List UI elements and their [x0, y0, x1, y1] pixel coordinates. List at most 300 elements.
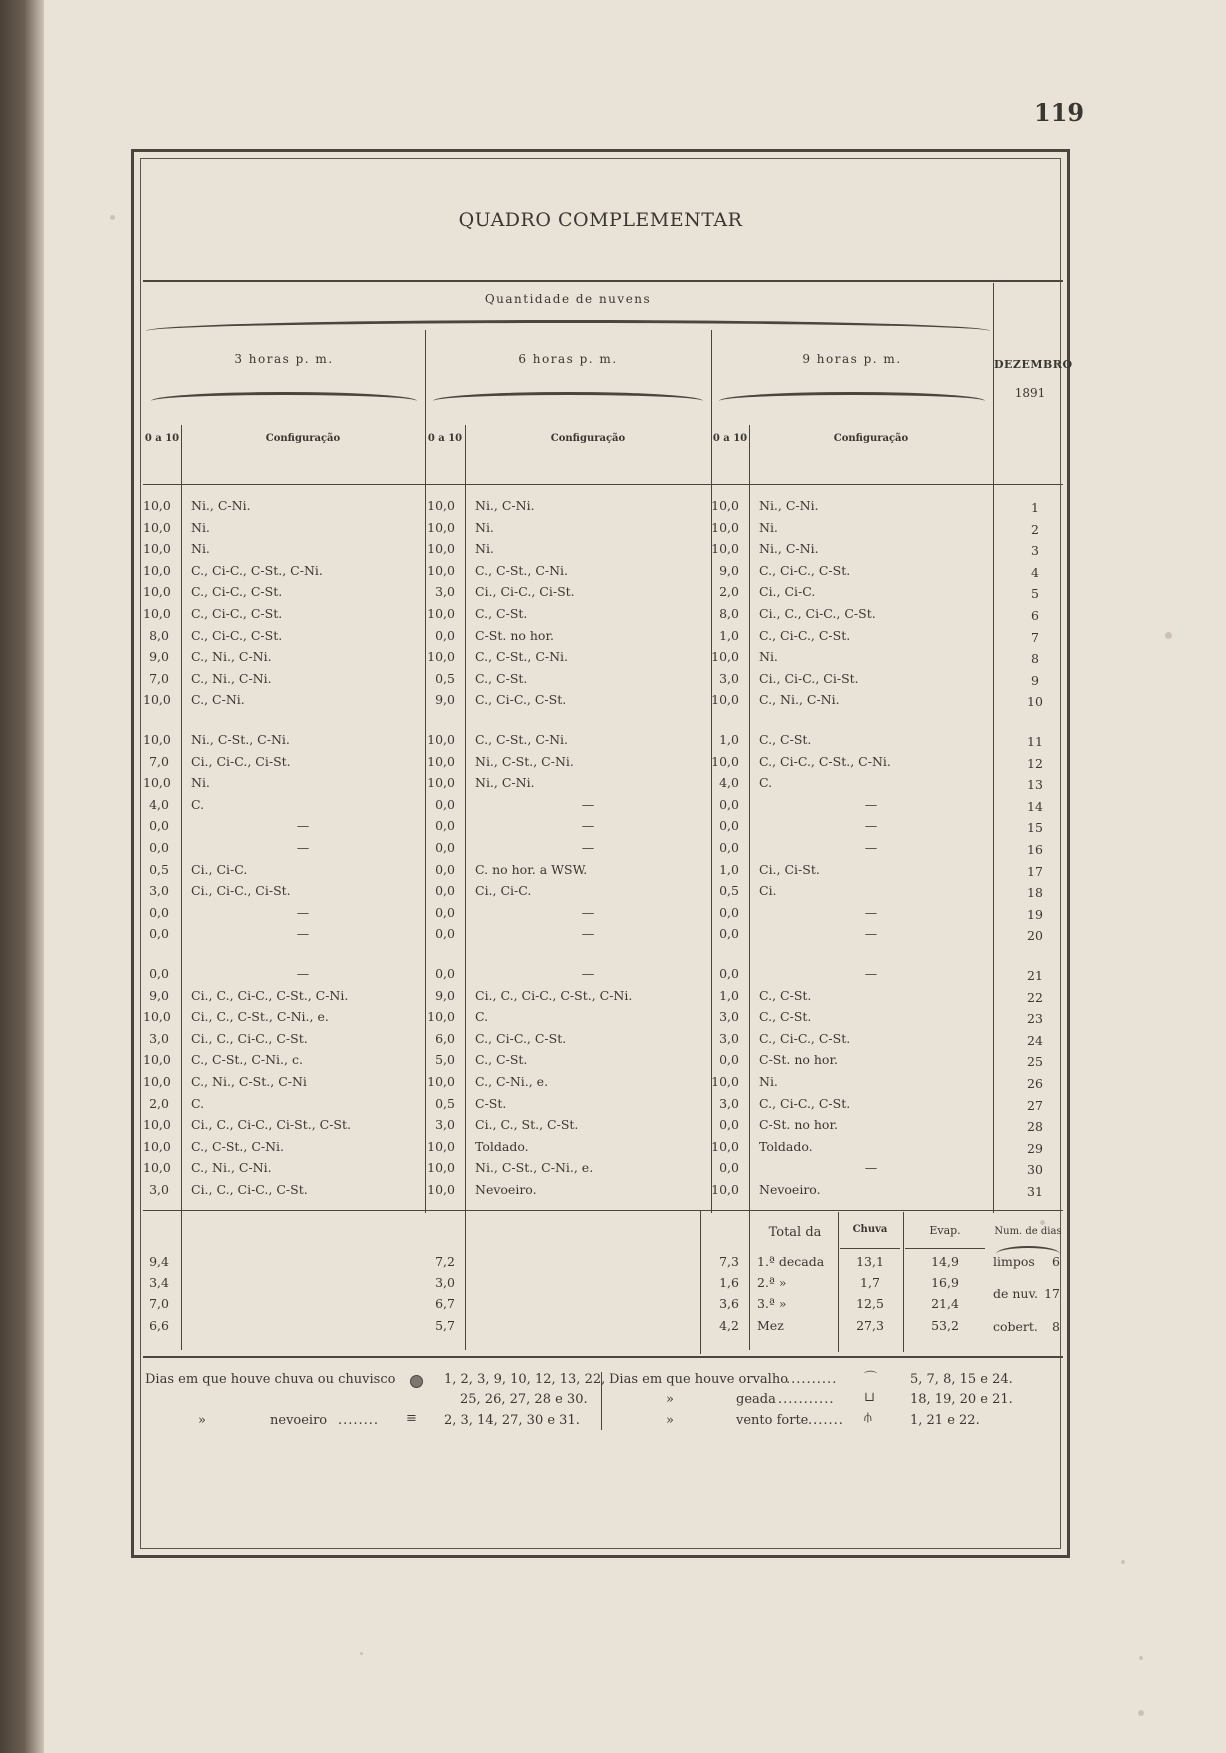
year-header: 1891	[1014, 386, 1046, 400]
cloud-9pm-config: Ci.	[759, 883, 777, 899]
cloud-6pm-config: Ci., Ci-C.	[475, 883, 532, 899]
paper-spot	[1040, 1220, 1045, 1225]
cloud-9pm-config: C., Ci-C., C-St.	[759, 562, 851, 578]
day-number: 15	[1027, 820, 1043, 836]
cloud-3pm-config: C., Ni., C-Ni.	[191, 670, 272, 686]
cloud-6pm-value: 3,0	[435, 584, 455, 600]
cloud-3pm-value: 10,0	[143, 1117, 171, 1133]
cloud-9pm-config: Ni.	[759, 649, 778, 665]
evap-underline	[905, 1248, 985, 1249]
cloud-6pm-value: 0,0	[435, 926, 455, 942]
summary-chuva: 13,1	[856, 1254, 884, 1269]
cloud-9pm-value: 0,0	[719, 796, 739, 812]
frost-leader: ...........	[778, 1392, 835, 1407]
cloud-6pm-value: 10,0	[427, 1160, 455, 1176]
cloud-9pm-value: 10,0	[711, 541, 739, 557]
cloud-9pm-config: Ci., Ci-C., Ci-St.	[759, 670, 859, 686]
day-number: 28	[1027, 1119, 1043, 1135]
cloud-3pm-value: 10,0	[143, 1160, 171, 1176]
cloud-9pm-value: 0,0	[719, 840, 739, 855]
footer-rule	[143, 1356, 1063, 1358]
cloud-3pm-value: 10,0	[143, 498, 171, 513]
cloud-9pm-value: 0,0	[719, 1160, 739, 1176]
cloud-3pm-config: C., Ci-C., C-St.	[191, 627, 283, 643]
summary-3pm: 9,4	[149, 1254, 169, 1269]
day-number: 18	[1027, 885, 1043, 901]
cloud-6pm-config: Toldado.	[475, 1138, 529, 1154]
day-number: 4	[1031, 564, 1039, 580]
day-number: 2	[1031, 521, 1039, 537]
cloud-6pm-config: Ni., C-Ni.	[475, 498, 535, 513]
total-header: Total da	[768, 1225, 822, 1240]
cloud-9pm-config: C.	[759, 775, 773, 791]
cloud-3pm-value: 10,0	[143, 692, 171, 708]
cloud-3pm-value: 10,0	[143, 1074, 171, 1089]
evap-rule	[903, 1212, 904, 1352]
cloud-9pm-value: 3,0	[719, 1030, 739, 1046]
summary-total-rule	[700, 1210, 701, 1354]
cloud-9pm-config: C., C-St.	[759, 987, 812, 1003]
day-number: 12	[1027, 755, 1043, 771]
cloud-6pm-value: 0,0	[435, 627, 455, 643]
cloud-3pm-value: 9,0	[149, 649, 169, 665]
day-number: 22	[1027, 989, 1043, 1005]
cloud-9pm-config: Ci., Ci-C.	[759, 584, 816, 600]
cloud-9pm-config: —	[864, 966, 878, 981]
cloud-3pm-value: 3,0	[149, 883, 169, 899]
cloud-6pm-config: —	[581, 904, 595, 920]
cloud-6pm-value: 0,0	[435, 818, 455, 834]
ditto-mark: »	[666, 1392, 674, 1407]
summary-period-label: 3.ª »	[757, 1296, 787, 1311]
day-number: 11	[1027, 734, 1043, 749]
cloud-3pm-value: 10,0	[143, 519, 171, 535]
cloud-9pm-value: 1,0	[719, 987, 739, 1003]
cloud-6pm-value: 10,0	[427, 541, 455, 557]
cloud-9pm-config: C-St. no hor.	[759, 1117, 839, 1133]
cloud-6pm-value: 0,0	[435, 904, 455, 920]
footer-wind-label: vento forte	[736, 1413, 809, 1428]
cloud-6pm-value: 0,0	[435, 883, 455, 899]
cloud-9pm-config: C., C-St.	[759, 1009, 812, 1025]
day-number: 30	[1027, 1162, 1043, 1178]
cloud-3pm-value: 0,0	[149, 818, 169, 834]
cloud-6pm-config: Ni.	[475, 541, 494, 557]
cloud-9pm-config: C., Ci-C., C-St.	[759, 1095, 851, 1111]
day-number: 25	[1027, 1054, 1043, 1070]
time-header: 9 horas p. m.	[802, 352, 902, 366]
cloud-6pm-value: 10,0	[427, 1182, 455, 1197]
cloud-3pm-value: 7,0	[149, 670, 169, 686]
cloud-9pm-config: C-St. no hor.	[759, 1052, 839, 1068]
cloud-6pm-config: Ni., C-Ni.	[475, 775, 535, 791]
cloud-9pm-value: 3,0	[719, 1009, 739, 1025]
day-number: 23	[1027, 1011, 1043, 1027]
summary-6pm: 7,2	[435, 1254, 455, 1269]
cloud-3pm-value: 0,0	[149, 966, 169, 981]
cloud-9pm-value: 10,0	[711, 519, 739, 535]
paper-spot	[1139, 1656, 1143, 1660]
summary-6pm: 6,7	[435, 1296, 455, 1311]
cloud-9pm-config: Ni.	[759, 519, 778, 535]
paper-spot	[1165, 632, 1172, 639]
cloud-3pm-value: 10,0	[143, 541, 171, 557]
cloud-6pm-value: 10,0	[427, 562, 455, 578]
cloud-3pm-value: 0,5	[149, 861, 169, 877]
paper-spot	[110, 215, 115, 220]
cloud-3pm-config: Ni.	[191, 541, 210, 557]
cloud-9pm-value: 10,0	[711, 753, 739, 769]
cloud-9pm-value: 0,0	[719, 1117, 739, 1133]
cloud-9pm-value: 1,0	[719, 861, 739, 877]
days-label: cobert.	[993, 1319, 1038, 1334]
cloud-6pm-config: C., C-St.	[475, 1052, 528, 1068]
cloud-3pm-value: 9,0	[149, 987, 169, 1003]
cloud-6pm-config: Ni., C-St., C-Ni., e.	[475, 1160, 594, 1176]
cloud-6pm-value: 0,5	[435, 670, 455, 686]
title-rule	[143, 280, 1063, 282]
day-number: 13	[1027, 777, 1043, 793]
wind-symbol-icon: ⫛	[864, 1410, 872, 1425]
cloud-3pm-config: C., Ci-C., C-St., C-Ni.	[191, 562, 323, 578]
cloud-3pm-value: 3,0	[149, 1030, 169, 1046]
book-spine	[0, 0, 44, 1753]
frost-symbol-icon: ⊔	[864, 1390, 875, 1405]
cloud-3pm-value: 10,0	[143, 562, 171, 578]
cloud-3pm-config: Ci., C., Ci-C., C-St., C-Ni.	[191, 987, 349, 1003]
cloud-6pm-config: Nevoeiro.	[475, 1182, 537, 1197]
summary-evap: 14,9	[931, 1254, 959, 1269]
cloud-9pm-config: C., C-St.	[759, 732, 812, 747]
cloud-6pm-value: 0,5	[435, 1095, 455, 1111]
cloud-3pm-value: 2,0	[149, 1095, 169, 1111]
config-col-rule	[749, 425, 750, 1350]
cloud-3pm-config: C.	[191, 1095, 205, 1111]
cloud-3pm-value: 0,0	[149, 904, 169, 920]
summary-evap: 53,2	[931, 1318, 959, 1333]
cloud-6pm-config: —	[581, 966, 595, 981]
cloud-9pm-value: 4,0	[719, 775, 739, 791]
numdias-header: Num. de dias	[994, 1226, 1062, 1237]
cloud-6pm-value: 0,0	[435, 861, 455, 877]
cloud-3pm-value: 4,0	[149, 796, 169, 812]
footer-rain-days-cont: 25, 26, 27, 28 e 30.	[460, 1392, 588, 1407]
summary-3pm: 3,4	[149, 1275, 169, 1290]
footer-dew-days: 5, 7, 8, 15 e 24.	[910, 1372, 1013, 1387]
cloud-3pm-config: C., Ci-C., C-St.	[191, 584, 283, 600]
day-number: 3	[1031, 543, 1039, 559]
cloud-6pm-config: C., C-St., C-Ni.	[475, 649, 569, 665]
summary-9pm: 3,6	[719, 1296, 739, 1311]
cloud-9pm-config: C., Ci-C., C-St.	[759, 627, 851, 643]
footer-dew-label: Dias em que houve orvalho	[609, 1372, 789, 1387]
days-label: limpos	[993, 1254, 1035, 1269]
cloud-6pm-config: Ci., C., Ci-C., C-St., C-Ni.	[475, 987, 633, 1003]
day-number: 19	[1027, 906, 1043, 922]
cloud-3pm-value: 3,0	[149, 1182, 169, 1197]
day-number: 9	[1031, 672, 1039, 688]
summary-3pm: 6,6	[149, 1318, 169, 1333]
day-number: 6	[1031, 608, 1039, 623]
cloud-9pm-config: —	[864, 796, 878, 812]
cloud-3pm-config: C., C-St., C-Ni., c.	[191, 1052, 303, 1068]
scale-header: 0 a 10	[712, 433, 748, 444]
cloud-9pm-value: 10,0	[711, 498, 739, 513]
rain-symbol-icon	[410, 1375, 423, 1388]
paper-spot	[1138, 1710, 1144, 1716]
config-header: Configuração	[833, 433, 909, 444]
cloud-9pm-value: 10,0	[711, 692, 739, 708]
summary-chuva: 27,3	[856, 1318, 884, 1333]
day-number: 14	[1027, 798, 1043, 814]
config-col-rule	[181, 425, 182, 1350]
cloud-3pm-config: Ci., C., C-St., C-Ni., e.	[191, 1009, 329, 1025]
cloud-9pm-value: 1,0	[719, 732, 739, 747]
cloud-6pm-value: 10,0	[427, 1138, 455, 1154]
cloud-3pm-config: C., Ni., C-Ni.	[191, 649, 272, 665]
cloud-9pm-value: 0,0	[719, 904, 739, 920]
chuva-header: Chuva	[852, 1224, 888, 1235]
cloud-9pm-value: 0,0	[719, 966, 739, 981]
cloud-6pm-value: 9,0	[435, 987, 455, 1003]
columns-rule	[143, 484, 1063, 485]
ditto-mark: »	[198, 1413, 206, 1428]
cloud-3pm-config: Ni., C-St., C-Ni.	[191, 732, 290, 747]
cloud-3pm-value: 10,0	[143, 775, 171, 791]
wind-leader: .......	[808, 1413, 844, 1428]
cloud-6pm-value: 10,0	[427, 753, 455, 769]
day-number: 17	[1027, 863, 1043, 879]
day-number: 21	[1027, 968, 1043, 983]
cloud-6pm-config: C., Ci-C., C-St.	[475, 1030, 567, 1046]
summary-evap: 16,9	[931, 1275, 959, 1290]
page-title: QUADRO COMPLEMENTAR	[458, 209, 743, 231]
chuva-underline	[840, 1248, 900, 1249]
cloud-9pm-config: Nevoeiro.	[759, 1182, 821, 1197]
scale-header: 0 a 10	[144, 433, 180, 444]
cloud-6pm-value: 3,0	[435, 1117, 455, 1133]
cloud-3pm-value: 8,0	[149, 627, 169, 643]
day-number: 24	[1027, 1032, 1043, 1048]
cloud-6pm-config: C.	[475, 1009, 489, 1025]
day-number: 5	[1031, 586, 1039, 602]
cloud-9pm-value: 2,0	[719, 584, 739, 600]
paper-spot	[1121, 1560, 1125, 1564]
cloud-3pm-config: Ci., C., Ci-C., C-St.	[191, 1182, 308, 1197]
evap-header: Evap.	[929, 1224, 961, 1237]
dew-symbol-icon: ⌒	[864, 1371, 878, 1386]
day-number: 1	[1031, 500, 1039, 515]
cloud-6pm-config: C-St. no hor.	[475, 627, 555, 643]
cloud-6pm-value: 0,0	[435, 796, 455, 812]
cloud-9pm-config: C., Ci-C., C-St., C-Ni.	[759, 753, 891, 769]
cloud-9pm-config: —	[864, 818, 878, 834]
cloud-3pm-config: Ni.	[191, 775, 210, 791]
cloud-3pm-config: Ci., C., Ci-C., Ci-St., C-St.	[191, 1117, 351, 1133]
day-number: 7	[1031, 629, 1039, 645]
cloud-3pm-config: —	[296, 904, 310, 920]
cloud-9pm-value: 0,0	[719, 1052, 739, 1068]
cloud-6pm-config: —	[581, 926, 595, 942]
cloud-3pm-config: Ci., Ci-C., Ci-St.	[191, 883, 291, 899]
day-number: 27	[1027, 1097, 1043, 1113]
footer-fog-days: 2, 3, 14, 27, 30 e 31.	[444, 1413, 580, 1428]
cloud-6pm-config: C., C-Ni., e.	[475, 1074, 549, 1089]
cloud-9pm-config: —	[864, 904, 878, 920]
fog-symbol-icon: ≡	[406, 1411, 416, 1426]
cloud-9pm-value: 0,5	[719, 883, 739, 899]
summary-9pm: 4,2	[719, 1318, 739, 1333]
cloud-6pm-config: —	[581, 840, 595, 855]
cloud-6pm-config: Ci., Ci-C., Ci-St.	[475, 584, 575, 600]
cloud-3pm-config: Ci., Ci-C.	[191, 861, 248, 877]
cloud-3pm-value: 10,0	[143, 732, 171, 747]
cloud-3pm-value: 0,0	[149, 840, 169, 855]
group-header: Quantidade de nuvens	[484, 292, 652, 306]
cloud-6pm-config: C., Ci-C., C-St.	[475, 692, 567, 708]
cloud-9pm-value: 10,0	[711, 1074, 739, 1089]
cloud-6pm-config: C., C-St., C-Ni.	[475, 732, 569, 747]
fog-leader: ........	[338, 1413, 380, 1428]
cloud-3pm-config: C.	[191, 796, 205, 812]
cloud-9pm-config: C., Ni., C-Ni.	[759, 692, 840, 708]
cloud-6pm-config: C. no hor. a WSW.	[475, 861, 588, 877]
cloud-3pm-value: 10,0	[143, 1138, 171, 1154]
footer-fog-label: nevoeiro	[270, 1413, 328, 1428]
cloud-3pm-config: C., Ni., C-Ni.	[191, 1160, 272, 1176]
days-value: 17	[1044, 1286, 1060, 1301]
cloud-6pm-config: —	[581, 818, 595, 834]
summary-6pm: 5,7	[435, 1318, 455, 1333]
day-number: 20	[1027, 928, 1043, 944]
summary-period-label: 1.ª decada	[757, 1254, 825, 1269]
cloud-6pm-value: 0,0	[435, 966, 455, 981]
cloud-3pm-value: 10,0	[143, 1052, 171, 1068]
cloud-9pm-value: 9,0	[719, 562, 739, 578]
day-number: 26	[1027, 1076, 1043, 1091]
cloud-6pm-value: 10,0	[427, 1009, 455, 1025]
summary-period-label: Mez	[757, 1318, 784, 1333]
summary-chuva: 12,5	[856, 1296, 884, 1311]
cloud-6pm-value: 10,0	[427, 732, 455, 747]
cloud-6pm-value: 10,0	[427, 606, 455, 621]
cloud-6pm-value: 0,0	[435, 840, 455, 855]
cloud-3pm-value: 10,0	[143, 1009, 171, 1025]
cloud-3pm-config: C., C-Ni.	[191, 692, 245, 708]
dew-leader: ..........	[786, 1372, 838, 1387]
footer-rain-label: Dias em que houve chuva ou chuvisco	[145, 1372, 396, 1387]
cloud-9pm-config: Toldado.	[759, 1138, 813, 1154]
cloud-6pm-value: 10,0	[427, 1074, 455, 1089]
cloud-3pm-config: C., C-St., C-Ni.	[191, 1138, 285, 1154]
cloud-9pm-value: 10,0	[711, 1182, 739, 1197]
footer-wind-days: 1, 21 e 22.	[910, 1413, 980, 1428]
cloud-6pm-value: 10,0	[427, 775, 455, 791]
cloud-3pm-config: C., Ni., C-St., C-Ni	[191, 1074, 307, 1089]
cloud-6pm-value: 10,0	[427, 498, 455, 513]
days-value: 6	[1052, 1254, 1060, 1269]
scale-header: 0 a 10	[427, 433, 463, 444]
config-header: Configuração	[265, 433, 341, 444]
day-number: 8	[1031, 651, 1039, 667]
days-value: 8	[1052, 1319, 1060, 1334]
cloud-9pm-config: —	[864, 1160, 878, 1176]
cloud-9pm-value: 10,0	[711, 1138, 739, 1154]
summary-period-label: 2.ª »	[757, 1275, 787, 1290]
cloud-6pm-value: 5,0	[435, 1052, 455, 1068]
cloud-6pm-config: Ni., C-St., C-Ni.	[475, 753, 574, 769]
cloud-6pm-value: 10,0	[427, 519, 455, 535]
cloud-6pm-config: C-St.	[475, 1095, 507, 1111]
config-header: Configuração	[550, 433, 626, 444]
month-header: DEZEMBRO	[994, 358, 1073, 371]
day-number: 16	[1027, 842, 1043, 857]
cloud-3pm-config: —	[296, 966, 310, 981]
cloud-3pm-value: 10,0	[143, 606, 171, 621]
cloud-9pm-value: 3,0	[719, 670, 739, 686]
cloud-6pm-config: —	[581, 796, 595, 812]
page-number: 119	[1034, 98, 1085, 127]
cloud-3pm-config: —	[296, 818, 310, 834]
cloud-9pm-config: —	[864, 840, 878, 855]
cloud-6pm-config: Ci., C., St., C-St.	[475, 1117, 579, 1133]
time-header: 6 horas p. m.	[518, 352, 618, 366]
cloud-6pm-value: 10,0	[427, 649, 455, 665]
cloud-3pm-config: Ni., C-Ni.	[191, 498, 251, 513]
summary-9pm: 7,3	[719, 1254, 739, 1269]
summary-3pm: 7,0	[149, 1296, 169, 1311]
cloud-3pm-config: —	[296, 926, 310, 942]
cloud-9pm-value: 8,0	[719, 606, 739, 621]
cloud-9pm-value: 1,0	[719, 627, 739, 643]
footer-rain-days: 1, 2, 3, 9, 10, 12, 13, 22,	[444, 1372, 606, 1387]
cloud-6pm-value: 9,0	[435, 692, 455, 708]
cloud-9pm-config: Ni., C-Ni.	[759, 498, 819, 513]
summary-6pm: 3,0	[435, 1275, 455, 1290]
day-number: 29	[1027, 1140, 1043, 1156]
cloud-9pm-config: Ni.	[759, 1074, 778, 1089]
summary-9pm: 1,6	[719, 1275, 739, 1290]
days-label: de nuv.	[993, 1286, 1039, 1301]
cloud-3pm-value: 10,0	[143, 584, 171, 600]
cloud-6pm-config: C., C-St.	[475, 606, 528, 621]
footer-frost-label: geada	[736, 1392, 776, 1407]
cloud-3pm-config: Ci., Ci-C., Ci-St.	[191, 753, 291, 769]
summary-chuva: 1,7	[860, 1275, 880, 1290]
cloud-3pm-value: 0,0	[149, 926, 169, 942]
paper-spot	[360, 1652, 363, 1655]
cloud-6pm-config: C., C-St., C-Ni.	[475, 562, 569, 578]
day-number: 31	[1027, 1184, 1043, 1199]
cloud-9pm-config: C., Ci-C., C-St.	[759, 1030, 851, 1046]
cloud-6pm-value: 6,0	[435, 1030, 455, 1046]
cloud-6pm-config: Ni.	[475, 519, 494, 535]
footer-frost-days: 18, 19, 20 e 21.	[910, 1392, 1013, 1407]
cloud-3pm-config: Ci., C., Ci-C., C-St.	[191, 1030, 308, 1046]
cloud-9pm-config: Ci., Ci-St.	[759, 861, 820, 877]
time-header: 3 horas p. m.	[234, 352, 334, 366]
summary-evap: 21,4	[931, 1296, 959, 1311]
cloud-9pm-value: 10,0	[711, 649, 739, 665]
cloud-3pm-value: 7,0	[149, 753, 169, 769]
cloud-9pm-value: 0,0	[719, 926, 739, 942]
chuva-rule	[838, 1212, 839, 1352]
cloud-3pm-config: C., Ci-C., C-St.	[191, 606, 283, 621]
ditto-mark: »	[666, 1413, 674, 1428]
cloud-9pm-config: Ci., C., Ci-C., C-St.	[759, 606, 876, 621]
summary-rule	[143, 1210, 1063, 1211]
cloud-3pm-config: Ni.	[191, 519, 210, 535]
